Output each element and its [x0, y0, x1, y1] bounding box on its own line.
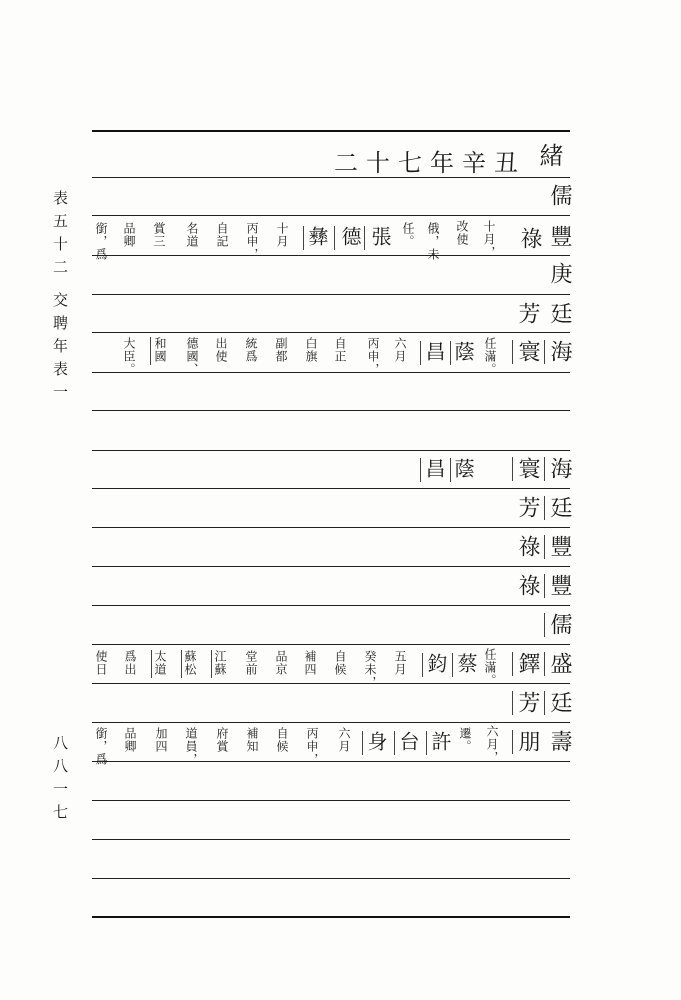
- row-char: 盛: [547, 652, 572, 676]
- record-note: 統爲: [244, 337, 258, 363]
- page-number: 八八一七: [51, 735, 69, 827]
- envoy-name: 彝: [305, 226, 329, 246]
- record-note: 十月，: [482, 220, 496, 259]
- record-note: 品京: [274, 650, 288, 676]
- row-char: 鐸: [515, 652, 540, 676]
- record-note: 白旗: [304, 337, 318, 363]
- record-note: 補四: [303, 650, 317, 676]
- envoy-name: 昌: [422, 341, 446, 361]
- row-char: 寰: [515, 340, 540, 364]
- year-label: 二十七年辛丑: [334, 149, 526, 177]
- record-note: 任滿。: [483, 337, 497, 376]
- record-note: 五月: [393, 650, 407, 676]
- table-number-label: 表五十二: [51, 190, 69, 282]
- row-char: 庚: [547, 262, 572, 286]
- record-note: 銜，爲: [94, 222, 108, 261]
- record-note: 自記: [215, 222, 229, 248]
- record-note: 品卿: [122, 222, 136, 248]
- record-note: 使日: [94, 650, 108, 676]
- record-note: 名道: [185, 222, 199, 248]
- row-char: 祿: [515, 535, 540, 559]
- envoy-name: 昌: [422, 458, 446, 478]
- record-note: 改使: [455, 220, 469, 246]
- record-note: 府賞: [215, 727, 229, 753]
- record-note: 自候: [275, 727, 289, 753]
- envoy-name: 許: [428, 731, 452, 751]
- row-char: 芳: [515, 302, 540, 326]
- record-note: 丙申，: [305, 727, 319, 766]
- row-char: 豐: [547, 225, 572, 249]
- record-note: 大臣。: [122, 337, 136, 376]
- record-note: 太道: [153, 650, 167, 676]
- row-char: 儒: [547, 613, 572, 637]
- record-note: 品卿: [123, 727, 137, 753]
- envoy-name: 蔭: [451, 458, 475, 478]
- record-note: 賞三: [152, 222, 166, 248]
- row-char: 寰: [515, 457, 540, 481]
- row-char: 祿: [517, 227, 542, 251]
- record-note: 爲出: [123, 650, 137, 676]
- row-char: 海: [547, 457, 572, 481]
- record-note: 丙申，: [245, 222, 259, 261]
- section-title-label: 交聘年表一: [51, 292, 69, 407]
- record-note: 出使: [214, 337, 228, 363]
- record-note: 副都: [274, 337, 288, 363]
- record-note: 和國: [153, 337, 167, 363]
- record-note: 江蘇: [213, 650, 227, 676]
- record-note: 六月: [337, 727, 351, 753]
- record-note: 任滿。: [483, 648, 497, 687]
- row-char: 廷: [547, 691, 572, 715]
- record-note: 十月: [275, 222, 289, 248]
- envoy-name: 身: [364, 731, 388, 751]
- record-note: 遷。: [458, 727, 472, 753]
- row-char: 芳: [515, 691, 540, 715]
- envoy-name: 蔭: [451, 341, 475, 361]
- record-note: 堂前: [244, 650, 258, 676]
- envoy-name: 台: [396, 731, 420, 751]
- record-note: 自候: [333, 650, 347, 676]
- record-note: 加四: [154, 727, 168, 753]
- row-char: 儒: [547, 184, 572, 208]
- record-note: 德國、: [185, 337, 199, 376]
- record-note: 俄，未: [426, 222, 440, 261]
- reign-char: 緒: [535, 143, 563, 175]
- row-char: 豐: [547, 535, 572, 559]
- row-char: 芳: [515, 496, 540, 520]
- row-char: 廷: [547, 496, 572, 520]
- record-note: 任。: [401, 222, 415, 248]
- row-char: 壽: [547, 730, 572, 754]
- row-char: 朋: [515, 730, 540, 754]
- envoy-name: 鈞: [424, 653, 448, 673]
- record-note: 補知: [245, 727, 259, 753]
- row-char: 海: [547, 340, 572, 364]
- envoy-name: 蔡: [454, 653, 478, 673]
- record-note: 自正: [333, 337, 347, 363]
- row-char: 廷: [547, 302, 572, 326]
- envoy-name: 張: [368, 226, 392, 246]
- record-note: 六月，: [485, 725, 499, 764]
- record-note: 道員，: [184, 727, 198, 766]
- row-char: 祿: [515, 574, 540, 598]
- record-note: 銜，爲: [94, 727, 108, 766]
- record-note: 蘇松: [183, 650, 197, 676]
- record-note: 六月: [393, 337, 407, 363]
- record-note: 癸未，: [363, 650, 377, 689]
- record-note: 丙申，: [366, 337, 380, 376]
- row-char: 豐: [547, 574, 572, 598]
- envoy-name: 德: [338, 226, 362, 246]
